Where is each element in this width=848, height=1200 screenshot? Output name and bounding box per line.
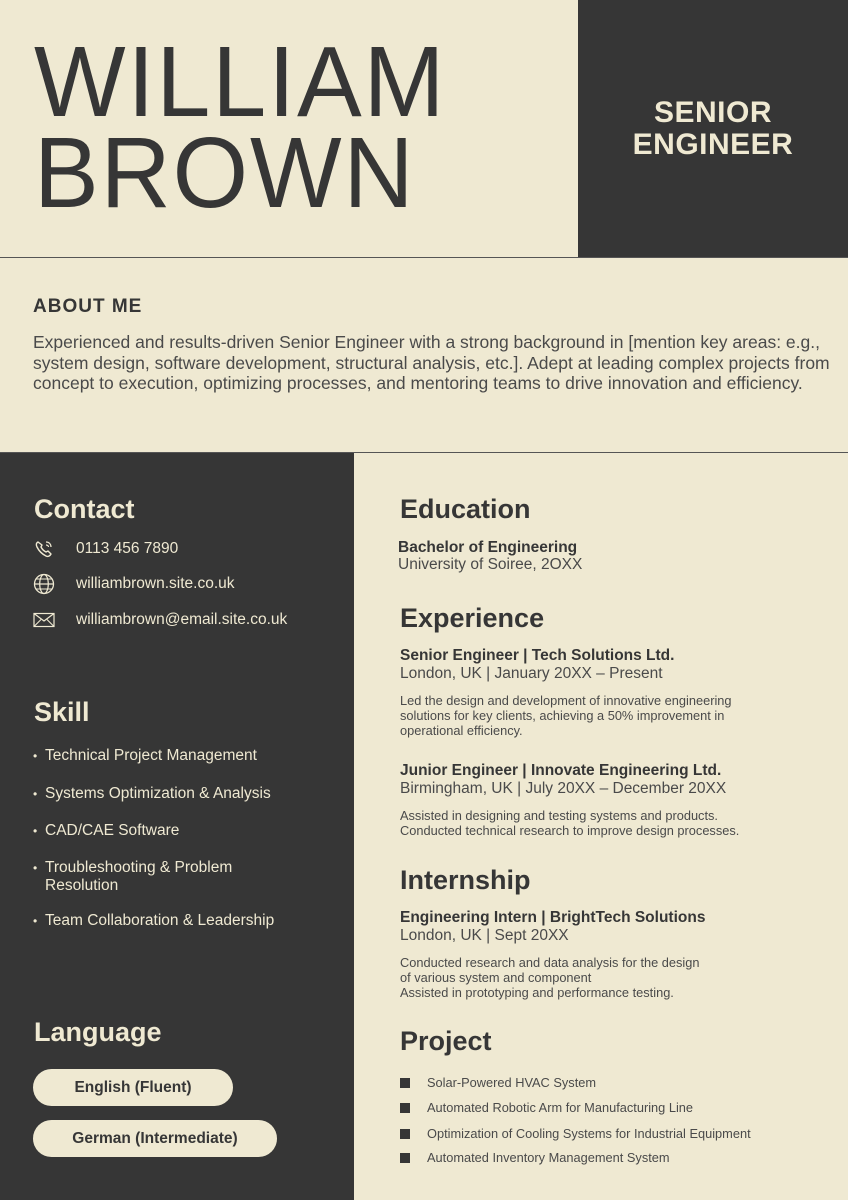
project-item	[400, 1126, 751, 1141]
job-description	[400, 808, 780, 838]
project-item-text: Automated Inventory Management System	[427, 1150, 670, 1165]
skill-item-text: Technical Project Management	[45, 747, 257, 764]
contact-website[interactable]	[32, 574, 235, 594]
job-description-line: solutions for key clients, achieving a 50% improvement in	[400, 708, 725, 723]
internship-description-line: Conducted research and data analysis for the design	[400, 955, 700, 970]
project-heading: Project	[400, 1026, 492, 1056]
square-bullet-icon	[400, 1103, 410, 1113]
project-item-text: Solar-Powered HVAC System	[427, 1075, 597, 1090]
first-name: WILLIAM	[34, 26, 447, 138]
skill-item: • Team Collaboration & Leadership	[33, 912, 275, 929]
skill-item-text: Team Collaboration & Leadership	[45, 912, 275, 929]
skill-item: • Technical Project Management	[33, 747, 257, 764]
main-column	[354, 453, 848, 1200]
about-heading: ABOUT ME	[33, 296, 143, 317]
internship-heading: Internship	[400, 865, 531, 895]
job-title-line-2: ENGINEER	[632, 127, 794, 161]
project-item	[400, 1100, 693, 1115]
internship-title: Engineering Intern | BrightTech Solutions	[400, 909, 706, 926]
skill-item: • Systems Optimization & Analysis	[33, 785, 271, 802]
square-bullet-icon	[400, 1153, 410, 1163]
contact-email[interactable]	[32, 610, 287, 630]
experience-heading: Experience	[400, 603, 545, 633]
envelope-icon	[32, 610, 56, 630]
internship-description	[400, 955, 780, 1000]
phone-icon	[32, 539, 56, 559]
project-item	[400, 1075, 596, 1090]
internship-meta: London, UK | Sept 20XX	[400, 927, 569, 944]
education-heading: Education	[400, 494, 531, 524]
job-description-line: Assisted in designing and testing systems and products.	[400, 808, 718, 823]
job-meta: London, UK | January 20XX – Present	[400, 665, 663, 682]
skill-item: • CAD/CAE Software	[33, 822, 180, 839]
square-bullet-icon	[400, 1129, 410, 1139]
language-heading: Language	[34, 1017, 162, 1047]
skill-item-text: Troubleshooting & Problem Resolution	[45, 859, 233, 894]
contact-website-text: williambrown.site.co.uk	[76, 575, 235, 592]
project-item-text: Automated Robotic Arm for Manufacturing Line	[427, 1100, 694, 1115]
skill-heading: Skill	[34, 697, 90, 727]
last-name: BROWN	[34, 117, 416, 229]
contact-email-text: williambrown@email.site.co.uk	[76, 611, 288, 628]
sidebar	[0, 453, 354, 1200]
project-item	[400, 1150, 670, 1165]
internship-description-line: of various system and component	[400, 970, 592, 985]
globe-icon	[32, 574, 56, 594]
contact-heading: Contact	[34, 494, 135, 524]
contact-phone	[32, 539, 178, 559]
job-description	[400, 693, 780, 738]
job-description-line: Led the design and development of innovative engineering	[400, 693, 732, 708]
language-pill: English (Fluent)	[33, 1069, 233, 1106]
internship-description-line: Assisted in prototyping and performance testing.	[400, 985, 674, 1000]
divider	[0, 257, 848, 258]
job-title: Junior Engineer | Innovate Engineering Ltd.	[400, 762, 722, 779]
square-bullet-icon	[400, 1078, 410, 1088]
degree-school: University of Soiree, 2OXX	[398, 556, 583, 573]
job-title-block	[578, 0, 848, 257]
degree-title: Bachelor of Engineering	[398, 539, 578, 556]
language-pill: German (Intermediate)	[33, 1120, 277, 1157]
project-item-text: Optimization of Cooling Systems for Industrial Equipment	[427, 1126, 751, 1141]
job-description-line: operational efficiency.	[400, 723, 523, 738]
contact-phone-text: 0113 456 7890	[76, 540, 179, 557]
skill-item-text: Systems Optimization & Analysis	[45, 785, 271, 802]
skill-item: • Troubleshooting & Problem Resolution	[33, 859, 248, 895]
job-title-line-1: SENIOR	[653, 95, 773, 129]
about-text: Experienced and results-driven Senior Engineer with a strong background in [mention key areas: e.g., system design, software development, structural analysis, etc.]. Adept at leading complex projects from concept to execution, optimizing processes, and mentoring teams to drive innovation and efficiency.	[33, 332, 830, 393]
job-title: Senior Engineer | Tech Solutions Ltd.	[400, 647, 675, 664]
name-block	[0, 0, 578, 257]
job-description-line: Conducted technical research to improve design processes.	[400, 823, 740, 838]
skill-item-text: CAD/CAE Software	[45, 822, 180, 839]
job-meta: Birmingham, UK | July 20XX – December 20XX	[400, 780, 727, 797]
